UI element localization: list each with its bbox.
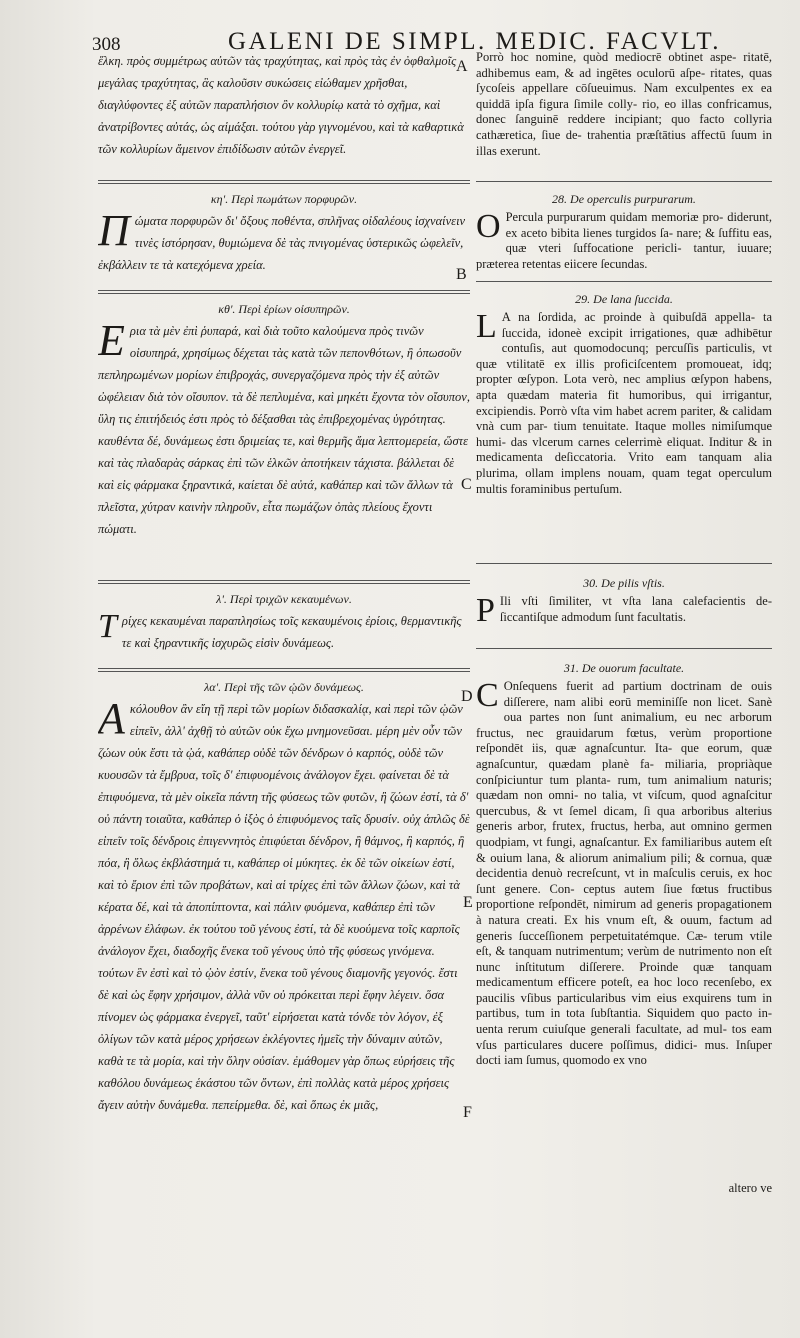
- latin-section-30-heading: 30. De pilis vſtis.: [583, 576, 665, 590]
- section-divider: [98, 668, 470, 672]
- latin-section-28-body: [476, 210, 772, 273]
- margin-letter-a: A: [456, 58, 468, 75]
- drop-cap: Ε: [98, 320, 125, 365]
- latin-section-29-body: [476, 310, 772, 545]
- greek-section-30-heading: λ'. Περὶ τριχῶν κεκαυμένων.: [216, 592, 352, 606]
- latin-section-30-body: [476, 594, 772, 634]
- drop-cap: Π: [98, 210, 130, 255]
- drop-cap: Τ: [98, 610, 117, 645]
- margin-letter-d: D: [461, 688, 473, 705]
- greek-section-29-heading: κθ'. Περὶ ἐρίων οἰσυπηρῶν.: [218, 302, 350, 316]
- latin-section-28-heading: 28. De operculis purpurarum.: [552, 192, 696, 206]
- latin-section-31-text: Onſequens fuerit ad partium doctrinam de ouis diſſerere, nam alibi eorū meminiſſe non licet. Sanè oua partes non ſunt animalium, eu nec arborum fructus, nec grauidarum fœtus, verùm proportione reſpondēt iis, quæ agnaſcuntur. Ita- que eorum, quæ agnaſcuntur, quædam planè fa- miliaria, propriàque conſpiciuntur tum planta- rum, tum animalium naturis; quædam non omni- no talia, vt viſcum, quod agnaſcitur quercubus, & vt ſemel dicam, ſi qua arboribus alterius generis arbor, frutex, fructus, herba, aut omnino germen quodpiam, vt fungi, agnaſcantur. Ex familiaribus autem eſt & ouium lana, & aliorum animalium pili; & cornua, quæ decidentia denuò recreſcunt, vt in maſculis ceruis, ex hoc ſunt genere. Con- ceptus autem ſiue fœtus fructibus proportione reſpondēt, nimirum ad generis propagationem à natura creati. Ex his vnum eſt, & ouum, factum ad generis ſucceſſionem perpetuitatémque. Cæ- terum vtile eſt, & tanquam nutrimentum; verùm de nutrimento non eſt nunc inſtitutum diſſerere. Proinde quæ tanquam medicamentum efficere poteſt, ea hoc loco recenſebo, ex paucilis vſibus particularibus vim eius exquirens tum in partibus, tum in tota ſubſtantia. Siquidem quo pacto in- uenta rerum cuiuſque generali facultate, ad mul- tos eam vſus particulares ducere poſſimus, didici- mus. Inſuper docti iam ſumus, quomodo ex vno: [476, 679, 772, 1068]
- latin-section-31-heading: 31. De ouorum facultate.: [563, 661, 685, 675]
- latin-section-30-text: Ili vſti ſimiliter, vt vſta lana calefacientis de- ſiccantiſque admodum ſunt facultatis.: [499, 594, 772, 624]
- margin-letter-b: B: [456, 266, 467, 283]
- running-head: GALENI DE SIMPL. MEDIC. FACVLT.: [228, 28, 722, 55]
- drop-cap: C: [476, 679, 499, 714]
- drop-cap: O: [476, 210, 501, 245]
- section-divider: [476, 563, 772, 564]
- greek-section-28-text: ώματα πορφυρῶν δι' ὄξους ποθέντα, σπλῆνας οἰδαλέους ἰσχναίνειν τινὲς ἱστόρησαν, θυμιώμενα δὲ τὰς πνιγομένας ὑστερικῶς ὠφελεῖν, ἐκβάλλειν τε τὰ κατεχόμενα χρεία.: [98, 214, 466, 272]
- greek-section-29-text: ρια τὰ μὲν ἐπὶ ῥυπαρά, καὶ διὰ τοῦτο καλούμενα πρὸς τινῶν οἰσυπηρά, χρησίμως δέχεται τὰς κατὰ τῶν πεπονθότων, ἢ ὁπωσοῦν πεπληρωμένων μορίων ἐπιβροχάς, συνεργαζόμενα πρὸς τὴν ἐξ αὐτῶν ὠφέλειαν διὰ τὸν οἴσυπον. τὰ δὲ πεπλυμένα, καὶ μηκέτι ἔχοντα τὸν οἴσυπον, ὕλη τις ἐπιτήδειός ἐστι πρὸς τὸ δέξασθαι τὰς ἐπιβρεχομένας ὑγρότητας. καυθέντα δέ, δυνάμεως ἐστι δριμείας τε, καὶ θερμῆς ἅμα λεπτομερεία, ὥστε καὶ τὰς πλαδαρὰς σάρκας ἐπὶ τῶν ἑλκῶν ἀποτήκειν τάχιστα. βάλλεται δὲ καὶ εἰς φάρμακα ξηραντικά, καίεται δὲ αὐτά, καθάπερ καὶ τῶν ἄλλων τὰ πλεῖστα, χύτραν καινὴν πληροῦν, εἶτα πωμάζων ὀπὰς πλείους ἔχοντι πώματι.: [98, 324, 470, 536]
- latin-column: [476, 50, 772, 1197]
- section-divider: [476, 281, 772, 282]
- margin-letter-e: E: [463, 894, 473, 911]
- section-divider: [476, 648, 772, 649]
- margin-letter-f: F: [463, 1104, 472, 1121]
- latin-intro-text: Porrò hoc nomine, quòd mediocrē obtinet aspe- ritatē, adhibemus eam, & ad ingētes oculorū aſpe- ritates, quas ſycoſeis appellare cōſueuimus. Nam exculpentes ex ea quiddā ipſa figura ſimile colly- rio, eo illas confricamus, donec ſanguinē reddere incipiant; quo facto collyria cathæretica, ſiue de- trahentia præſtātius affectū ſuum in illas exerunt.: [476, 50, 772, 158]
- greek-intro-text: ἕλκη. πρὸς συμμέτρως αὐτῶν τὰς τραχύτητας, καὶ πρὸς τὰς ἐν ὀφθαλμοῖς μεγάλας τραχύτητας, ἃς καλοῦσιν συκώσεις εἰώθαμεν χρῆσθαι, διαγλύφοντες ἐξ αὐτῶν παραπλήσιον ὂν κολλυρίῳ κατὰ τὸ σχῆμα, καὶ ἀνατρίβοντες αὐτάς, ὡς αἱμάξαι. τούτου γὰρ γιγνομένου, καὶ τὰ καθαρτικὰ τῶν κολλυρίων ἄμεινον ἐπιδίδωσιν αὐτῶν ἐνεργεῖ.: [98, 54, 464, 156]
- greek-section-29-body: [98, 320, 470, 564]
- section-divider: [98, 180, 470, 184]
- greek-section-31-body: [98, 698, 470, 1270]
- greek-section-31-heading: λα'. Περὶ τῆς τῶν ᾠῶν δυνάμεως.: [204, 680, 364, 694]
- greek-column: [98, 50, 470, 1270]
- section-divider: [98, 580, 470, 584]
- latin-section-29-heading: 29. De lana ſuccida.: [575, 292, 673, 306]
- greek-section-31-text: κόλουθον ἂν εἴη τῇ περὶ τῶν μορίων διδασκαλίᾳ, καὶ περὶ τῶν ᾠῶν εἰπεῖν, ἀλλ' ἀχθῇ τὸ αὐτῶν οὐκ ἔχω μνημονεῦσαι. μέρη μὲν οὖν τῶν ζώων οὐκ ἔστι τὰ ᾠά, καθάπερ οὐδὲ τῶν δένδρων ὁ καρπός, οὐδὲ τῶν κυουσῶν τὰ ἔμβρυα, τοῖς δ' ἐπιφυομένοις ἀνάλογον ἔχει. φαίνεται δὲ τὰ ἐπιφυόμενα, τὰ μὲν οἰκεῖα πάντη τῆς φύσεως τῶν φυτῶν, ἢ ζώων ἐστί, τὰ δ' οὐ πάντη τοιαῦτα, καθάπερ ὁ ἰξὸς ὁ ἐπιφυόμενος ταῖς δρυσίν. οὐχ ἁπλῶς δὲ εἰπεῖν τοῖς δένδροις ἐπιγεννητὸς ἐπιφύεται δένδρον, ἢ θάμνος, ἢ καρπός, ἢ πόα, ἢ ὅλως ἐκβλάστημά τι, καθάπερ οἱ μύκητες. ἐκ δὲ τῶν οἰκείων ἐστί, καὶ τὸ ἔριον ἐπὶ τῶν προβάτων, καὶ αἱ τρίχες ἐπὶ τῶν ἄλλων ζώων, καὶ τὰ κέρατα δέ, καὶ τὰ ἀποπίπτοντα, καὶ πάλιν φυόμενα, καθάπερ ἐπὶ τῶν ἀρρένων ἐλάφων. ἐκ τούτου τοῦ γένους ἐστί, τὰ δὲ κυούμενα τοῖς καρποῖς ἀνάλογον ἔχει, διαδοχῆς ἕνεκα τοῦ γένους ὑπὸ τῆς φύσεως γινόμενα. τούτων ἓν ἐστὶ καὶ τὸ ᾠὸν ἐστίν, ἕνεκα τοῦ γένους διαμονῆς γεγονός. ἔστι δὲ καὶ ὡς ἔφην χρήσιμον, ἀλλὰ νῦν οὐ πρόκειται περὶ ἔφην λέγειν. ὅσα πίνομεν ὡς φάρμακα ἐνεργεῖ, ταῦτ' εἰρήσεται κατὰ τόνδε τὸν λόγον, ἐξ ὀλίγων τῶν κατὰ μέρος χρήσεων ἐκλέγοντες ἡμεῖς τὴν δύναμιν αὐτῶν, καθὰ τε τὰ μορία, καὶ τὴν ὅλην οὐσίαν. ἐμάθομεν γὰρ ὅπως εὑρήσεις τῆς καθόλου δυνάμεως ἑκάστου τῶν ὄντων, ἐπὶ πολλὰς κατὰ μέρος χρήσεις ἄγειν αὐτὴν δυνάμεθα. πεπείρμεθα. δὲ, καὶ ὅπως ἐκ μιᾶς,: [98, 702, 470, 1112]
- drop-cap: L: [476, 310, 497, 345]
- drop-cap: Α: [98, 698, 125, 743]
- greek-section-30-text: ρίχες κεκαυμέναι παραπλησίως τοῖς κεκαυμένοις ἐρίοις, θερμαντικῆς τε καὶ ξηραντικῆς ἰσχυρῶς εἰσὶν δυνάμεως.: [121, 614, 462, 650]
- margin-letter-c: C: [461, 476, 472, 493]
- catchword: altero ve: [728, 1181, 772, 1195]
- latin-section-31-body: [476, 679, 772, 1179]
- page-number: 308: [92, 34, 121, 55]
- latin-section-29-text: A na ſordida, ac proinde à quibuſdā appella- ta ſuccida, idoneè excipit irrigationes, quæ adhibētur contuſis, aut quomodocunq; percuſſis particulis, vt quæ vtilitatē ex illis proficiſcentem promoueat, idq; propter œſypon. Lota verò, nec amplius œſypon habens, apta quædam materia fit humoribus, qui irrigantur, excipiendis. Porrò vſta vim habet acrem pariter, & calidam vnà cum par- tium tenuitate. Itaque molles nimiſumque humi- das vlcerum carnes celerrimè eliquat. Inditur & in medicamenta deſiccatoria. Vrito eam tanquam alia plurima, ollam implens nouam, quam tegat operculum multis foraminibus pertuſum.: [476, 310, 772, 496]
- greek-section-30-body: [98, 610, 470, 656]
- section-divider: [476, 181, 772, 182]
- latin-section-28-text: Percula purpurarum quidam memoriæ pro- diderunt, ex aceto bibita lienes turgidos ſa- nare; & ſuffitu eas, quæ vteri ſuffocatione pericli- tantur, iuuare; præterea retentas eiicere ſecundas.: [476, 210, 772, 271]
- drop-cap: P: [476, 594, 495, 629]
- greek-section-28-heading: κη'. Περὶ πωμάτων πορφυρῶν.: [210, 192, 358, 206]
- section-divider: [98, 290, 470, 294]
- greek-section-28-body: [98, 210, 470, 280]
